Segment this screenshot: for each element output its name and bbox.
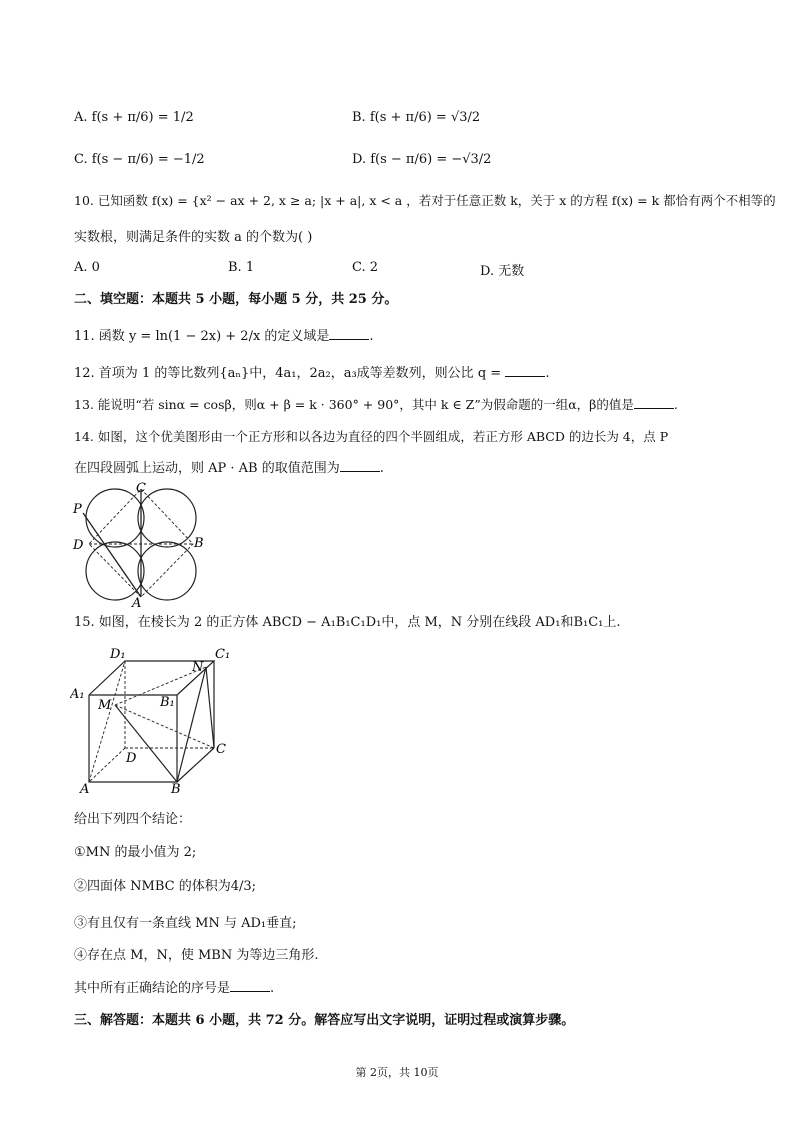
label-a: A xyxy=(132,596,142,610)
q11-text: 11. 函数 y = ln(1 − 2x) + 2/x 的定义域是 . xyxy=(74,329,374,344)
section-fill-in-heading: 二、填空题：本题共 5 小题，每小题 5 分，共 25 分。 xyxy=(74,292,398,307)
q15-conclusion-4: ④存在点 M，N，使 MBN 为等边三角形. xyxy=(74,948,319,963)
label-d: D xyxy=(126,751,137,766)
q11-stem: 11. 函数 y = ln(1 − 2x) + 2/x 的定义域是 xyxy=(74,329,330,344)
label-a1: A₁ xyxy=(70,687,85,702)
q11-answer-blank xyxy=(329,327,369,340)
q13-text: 13. 能说明“若 sinα = cosβ，则α + β = k · 360° + 90°，其中 k ∈ Z”为假命题的一组α，β的值是 . xyxy=(74,397,678,412)
segment-mb xyxy=(115,705,177,782)
segment-mc xyxy=(115,705,214,748)
label-b: B xyxy=(171,782,181,795)
q10-option-c: C. 2 xyxy=(352,260,379,275)
q15-conclusion-3: ③有且仅有一条直线 MN 与 AD₁垂直; xyxy=(74,916,297,931)
edge-cb xyxy=(177,748,214,782)
label-d: D xyxy=(73,538,84,553)
segment-nb xyxy=(177,667,206,782)
q9-option-b: B. f(s + π/6) = √3/2 xyxy=(352,110,481,125)
q14-stem-line2-wrap: 在四段圆弧上运动，则 AP · AB 的取值范围为 . xyxy=(74,461,384,476)
q9-option-d: D. f(s − π/6) = −√3/2 xyxy=(352,152,492,167)
q14-stem-line1: 14. 如图，这个优美图形由一个正方形和以各边为直径的四个半圆组成，若正方形 ABCD 的边长为 4，点 P xyxy=(74,429,669,444)
q13-stem: 13. 能说明“若 sinα = cosβ，则α + β = k · 360° + 90°，其中 k ∈ Z”为假命题的一组α，β的值是 xyxy=(74,397,634,412)
label-a: A xyxy=(80,782,90,795)
label-c: C xyxy=(216,742,226,757)
q10-stem-line1: 10. 已知函数 f(x) = {x² − ax + 2, x ≥ a; |x + a|, x < a ，若对于任意正数 k，关于 x 的方程 f(x) = k 都恰有两个不相等的 xyxy=(74,193,776,208)
q15-intro: 给出下列四个结论： xyxy=(74,812,192,827)
label-b: B xyxy=(194,536,204,551)
label-n: N xyxy=(192,660,204,675)
label-c: C xyxy=(136,481,146,496)
q9-option-c: C. f(s − π/6) = −1/2 xyxy=(74,152,205,167)
label-p: P xyxy=(73,502,82,517)
q15-cube-figure xyxy=(70,645,240,795)
label-d1: D₁ xyxy=(110,647,126,662)
q14-stem-line2: 在四段圆弧上运动，则 AP · AB 的取值范围为 xyxy=(74,461,340,476)
q10-stem-line2: 实数根，则满足条件的实数 a 的个数为( ) xyxy=(74,230,313,245)
q10-option-d: D. 无数 xyxy=(480,264,525,279)
q10-option-b: B. 1 xyxy=(228,260,255,275)
q10-option-a: A. 0 xyxy=(74,260,100,275)
q12-text: 12. 首项为 1 的等比数列{aₙ}中，4a₁，2a₂，a₃成等差数列，则公比 q = . xyxy=(74,366,550,381)
segment-ad1 xyxy=(89,661,125,782)
segment-pa xyxy=(83,513,141,597)
segment-nc xyxy=(206,667,214,748)
q15-ask: 其中所有正确结论的序号是 . xyxy=(74,981,275,996)
q12-answer-blank xyxy=(505,364,545,377)
label-c1: C₁ xyxy=(215,647,231,662)
q15-stem: 15. 如图，在棱长为 2 的正方体 ABCD − A₁B₁C₁D₁中，点 M，N 分别在线段 AD₁和B₁C₁上. xyxy=(74,615,621,630)
q9-option-a: A. f(s + π/6) = 1/2 xyxy=(74,110,194,125)
q14-figure xyxy=(70,480,210,610)
q13-answer-blank xyxy=(634,396,674,409)
section-solution-heading: 三、解答题：本题共 6 小题，共 72 分。解答应写出文字说明，证明过程或演算步骤。 xyxy=(74,1013,575,1028)
label-m: M xyxy=(98,698,112,713)
q15-ask-text: 其中所有正确结论的序号是 xyxy=(74,981,231,996)
q15-conclusion-2: ②四面体 NMBC 的体积为4/3; xyxy=(74,879,256,894)
q14-answer-blank xyxy=(340,459,380,472)
q15-answer-blank xyxy=(230,979,270,992)
q15-conclusion-1: ①MN 的最小值为 2; xyxy=(74,845,197,860)
page-footer: 第 2页，共 10页 xyxy=(355,1066,439,1079)
label-b1: B₁ xyxy=(160,695,175,710)
q12-stem: 12. 首项为 1 的等比数列{aₙ}中，4a₁，2a₂，a₃成等差数列，则公比 q = xyxy=(74,366,502,381)
